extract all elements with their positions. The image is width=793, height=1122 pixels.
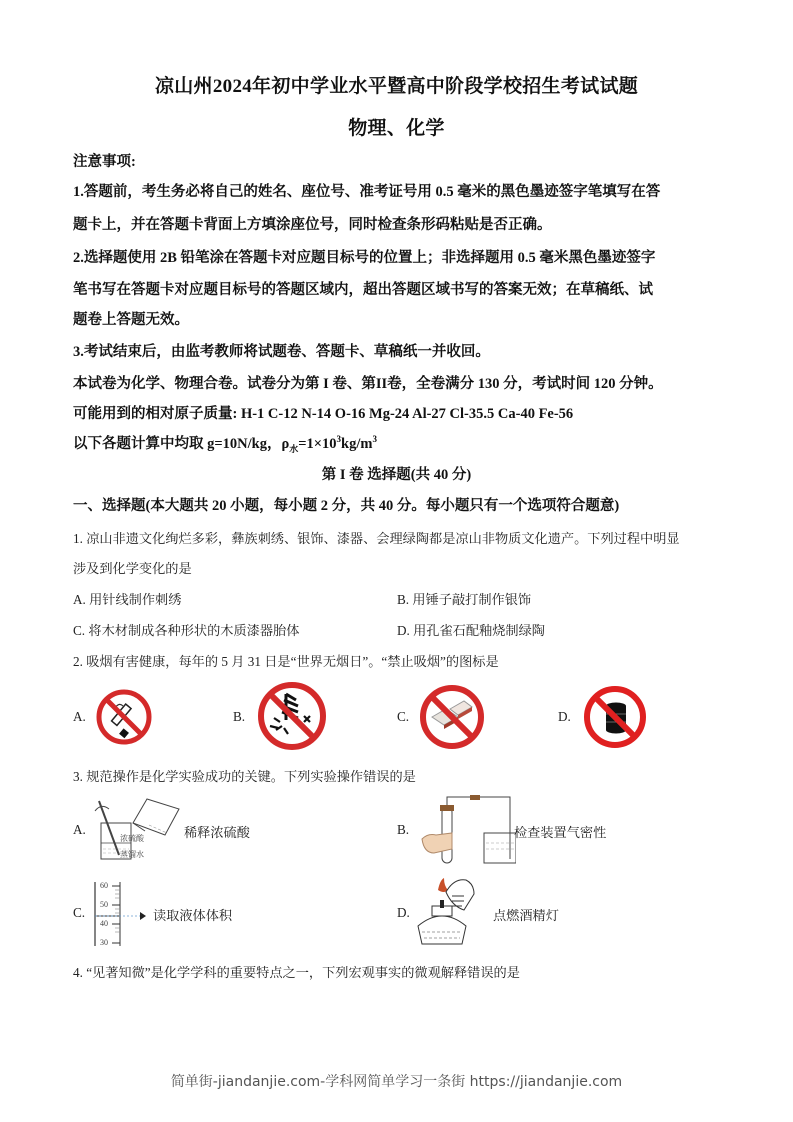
exam-subtitle: 物理、化学 xyxy=(348,118,445,139)
q3-option-c-caption: 读取液体体积 xyxy=(153,908,233,923)
exam-title: 凉山州2024年初中学业水平暨高中阶段学校招生考试试题 xyxy=(154,76,639,97)
q3-option-d-label: D. xyxy=(397,905,410,920)
q2-option-a-label: A. xyxy=(73,709,86,724)
tick-60: 60 xyxy=(100,881,108,890)
section-title: 第 I 卷 选择题(共 40 分) xyxy=(321,467,472,483)
q3-option-d-caption: 点燃酒精灯 xyxy=(493,908,559,923)
water-label: 蒸馏水 xyxy=(120,850,144,859)
question-3-stem: 3. 规范操作是化学实验成功的关键。下列实验操作错误的是 xyxy=(73,769,416,784)
airtightness-check-figure-icon xyxy=(416,793,516,865)
tick-50: 50 xyxy=(100,900,108,909)
q2-option-c-label: C. xyxy=(397,709,410,724)
no-matches-sign-icon xyxy=(418,683,486,751)
tick-40: 40 xyxy=(100,919,108,928)
atomic-masses: 可能用到的相对原子质量: H-1 C-12 N-14 O-16 Mg-24 Al-27 Cl-35.5 Ca-40 Fe-56 xyxy=(73,406,574,422)
acid-label: 浓硫酸 xyxy=(120,834,144,843)
q3-option-c-label: C. xyxy=(73,905,86,920)
notice-line: 本试卷为化学、物理合卷。试卷分为第 I 卷、第II卷，全卷满分 130 分，考试时间 120 分钟。 xyxy=(73,376,663,392)
notice-heading: 注意事项: xyxy=(73,154,136,170)
notice-line: 3.考试结束后，由监考教师将试题卷、答题卡、草稿纸一并收回。 xyxy=(73,344,490,360)
notice-line: 题卷上答题无效。 xyxy=(73,312,189,328)
constants-line: 以下各题计算中均取 g=10N/kg，$\rho_水=1\times 10^3kg/m^3$ xyxy=(73,434,377,454)
question-4-stem: 4. “见著知微”是化学学科的重要特点之一，下列宏观事实的微观解释错误的是 xyxy=(73,965,520,980)
q1-option-c: C. 将木材制成各种形状的木质漆器胎体 xyxy=(73,623,300,638)
tick-30: 30 xyxy=(100,938,108,947)
q3-option-a-caption: 稀释浓硫酸 xyxy=(184,825,250,840)
notice-line: 1.答题前，考生务必将自己的姓名、座位号、准考证号用 0.5 毫米的黑色墨迹签字笔填写在答 xyxy=(73,184,661,200)
no-smoking-sign-icon xyxy=(95,688,153,746)
q3-option-b-label: B. xyxy=(397,822,410,837)
q3-option-a-label: A. xyxy=(73,822,86,837)
q1-option-b: B. 用锤子敲打制作银饰 xyxy=(397,592,532,607)
q1-option-a: A. 用针线制作刺绣 xyxy=(73,592,182,607)
q1-option-d: D. 用孔雀石配釉烧制绿陶 xyxy=(397,623,545,638)
notice-line: 题卡上，并在答题卡背面上方填涂座位号，同时检查条形码粘贴是否正确。 xyxy=(73,217,552,233)
q2-option-b-label: B. xyxy=(233,709,246,724)
no-oil-drum-sign-icon xyxy=(582,684,648,750)
question-1-stem: 1. 凉山非遗文化绚烂多彩，彝族刺绣、银饰、漆器、会理绿陶都是凉山非物质文化遗产。下列过程中明显 xyxy=(73,531,680,546)
part-heading: 一、选择题(本大题共 20 小题，每小题 2 分，共 40 分。每小题只有一个选项符合题意) xyxy=(73,498,620,514)
no-fireworks-sign-icon xyxy=(256,680,328,752)
question-1-stem: 涉及到化学变化的是 xyxy=(73,561,192,576)
question-2-stem: 2. 吸烟有害健康，每年的 5 月 31 日是“世界无烟日”。“禁止吸烟”的图标是 xyxy=(73,654,499,669)
notice-line: 2.选择题使用 2B 铅笔涂在答题卡对应题目标号的位置上；非选择题用 0.5 毫米黑色墨迹签字 xyxy=(73,250,656,266)
alcohol-lamp-figure-icon xyxy=(414,876,494,948)
footer-watermark: 简单街-jiandanjie.com-学科网简单学习一条街 https://jiandanjie.com xyxy=(170,1074,623,1090)
notice-line: 笔书写在答题卡对应题目标号的答题区域内，超出答题区域书写的答案无效；在草稿纸、试 xyxy=(73,282,653,298)
q3-option-b-caption: 检查装置气密性 xyxy=(514,825,607,840)
q2-option-d-label: D. xyxy=(558,709,571,724)
